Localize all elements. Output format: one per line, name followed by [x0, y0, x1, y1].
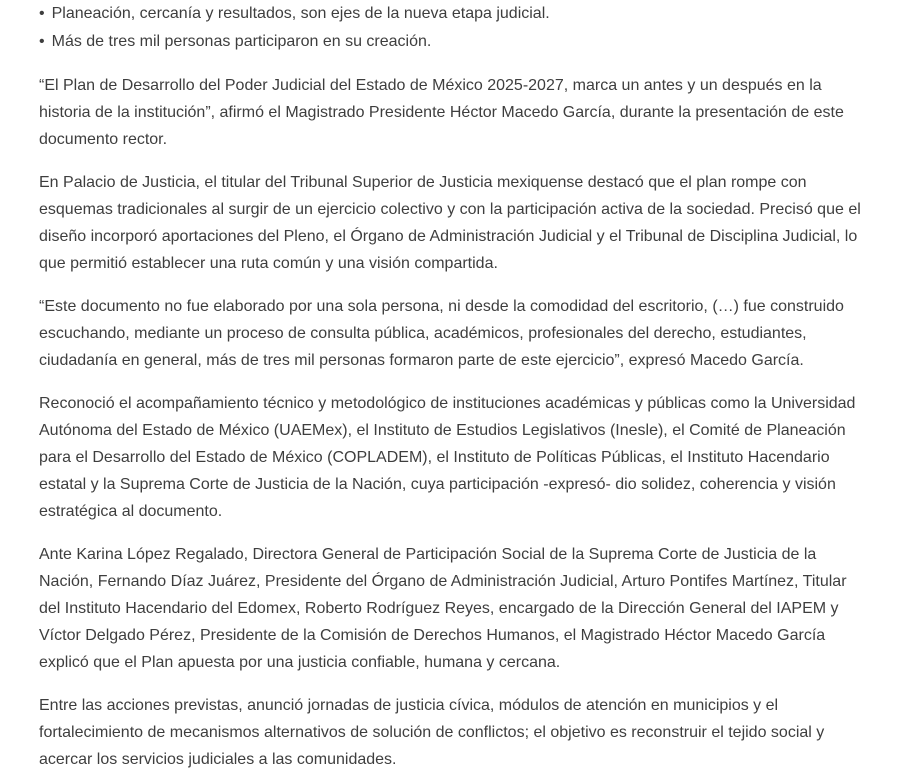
paragraph-acciones-previstas: Entre las acciones previstas, anunció jornadas de justicia cívica, módulos de atención en municipios y el fortalecimiento de mecanismos alternativos de solución de conflictos; el objetivo es reconstruir el tejido social y acercar los servicios judiciales a las comunidades.: [39, 697, 825, 768]
bullet-icon: •: [39, 33, 45, 50]
bullet-icon: •: [39, 5, 45, 22]
bullet-list: [39, 0, 861, 56]
bullet-item-text: Planeación, cercanía y resultados, son ejes de la nueva etapa judicial.: [51, 5, 550, 22]
paragraph-reconocio-instituciones: Reconoció el acompañamiento técnico y metodológico de instituciones académicas y públicas como la Universidad Autónoma del Estado de México (UAEMex), el Instituto de Estudios Legislativos (Inesle), el Comité de Planeación para el Desarrollo del Estado de México (COPLADEM), el Instituto de Políticas Públicas, el Instituto Hacendario estatal y la Suprema Corte de Justicia de la Nación, cuya participación -expresó- dio solidez, coherencia y visión estratégica al documento.: [39, 395, 856, 520]
paragraph-autoridades-presentes: Ante Karina López Regalado, Directora General de Participación Social de la Suprema Corte de Justicia de la Nación, Fernando Díaz Juárez, Presidente del Órgano de Administración Judicial, Arturo Pontifes Martínez, Titular del Instituto Hacendario del Edomex, Roberto Rodríguez Reyes, encargado de la Dirección General del IAPEM y Víctor Delgado Pérez, Presidente de la Comisión de Derechos Humanos, el Magistrado Héctor Macedo García explicó que el Plan apuesta por una justicia confiable, humana y cercana.: [39, 546, 847, 671]
paragraph-palacio-justicia: En Palacio de Justicia, el titular del Tribunal Superior de Justicia mexiquense destacó que el plan rompe con esquemas tradicionales al surgir de un ejercicio colectivo y con la participación activa de la sociedad. Precisó que el diseño incorporó aportaciones del Pleno, el Órgano de Administración Judicial y el Tribunal de Disciplina Judicial, lo que permitió establecer una ruta común y una visión compartida.: [39, 174, 861, 272]
paragraph-quote-plan: “El Plan de Desarrollo del Poder Judicial del Estado de México 2025-2027, marca un antes y un después en la historia de la institución”, afirmó el Magistrado Presidente Héctor Macedo García, durante la presentación de este documento rector.: [39, 77, 844, 148]
paragraph-quote-documento: “Este documento no fue elaborado por una sola persona, ni desde la comodidad del escritorio, (…) fue construido escuchando, mediante un proceso de consulta pública, académicos, profesionales del derecho, estudiantes, ciudadanía en general, más de tres mil personas formaron parte de este ejercicio”, expresó Macedo García.: [39, 298, 844, 369]
bullet-item: [39, 28, 861, 56]
bullet-item-text: Más de tres mil personas participaron en su creación.: [51, 33, 432, 50]
bullet-item: [39, 0, 861, 28]
